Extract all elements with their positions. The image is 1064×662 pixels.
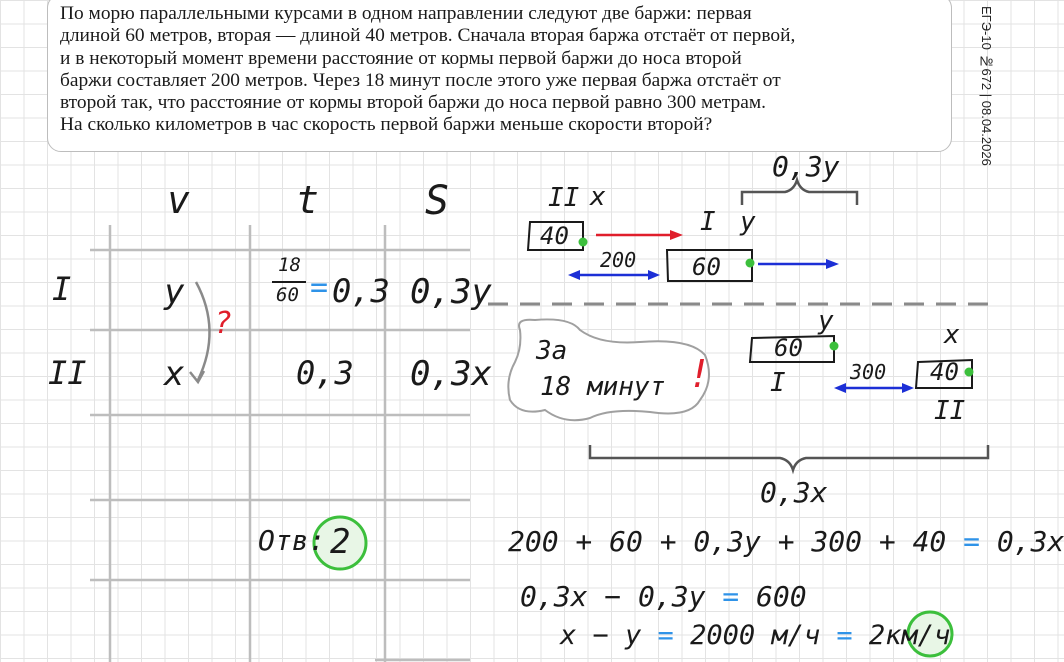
note-cloud: [508, 319, 709, 420]
equation-3-equals-2: =: [836, 620, 853, 651]
equation-2-equals: =: [722, 580, 740, 613]
equation-3-answer: 2км/ч: [868, 620, 951, 651]
answer-label: Отв:: [258, 524, 326, 557]
problem-line: длиной 60 метров, вторая — длиной 40 метров. Сначала вторая баржа отстаёт от первой,: [60, 25, 796, 47]
brace-top: [742, 180, 857, 205]
note-line-1: За: [536, 336, 568, 366]
after-barge-ii-label: II: [934, 396, 966, 426]
equation-1: [508, 525, 1064, 558]
row-ii-distance: 0,3x: [410, 354, 492, 394]
after-barge-ii-length: 40: [930, 358, 959, 386]
header-t: t: [296, 178, 319, 222]
row-label-ii: II: [48, 354, 87, 392]
row-i-time-eq: =: [310, 270, 329, 305]
gap-300-label: 300: [850, 360, 887, 384]
equation-3-equals: =: [657, 620, 674, 651]
gap-200-label: 200: [600, 248, 637, 272]
problem-line: По морю параллельными курсами в одном направлении следуют две баржи: первая: [60, 3, 752, 24]
row-i-distance: 0,3y: [410, 272, 492, 312]
equation-3: [560, 620, 950, 651]
barge-i-length: 60: [692, 253, 721, 281]
equation-2: [520, 580, 807, 613]
equation-3-mid: 2000 м/ч: [690, 620, 821, 651]
after-barge-i-length: 60: [774, 334, 803, 362]
barge-i-speed: y: [740, 207, 756, 237]
brace-top-label: 0,3y: [772, 150, 840, 183]
row-i-time: 0,3: [332, 272, 390, 310]
brace-bottom: [590, 445, 988, 470]
after-barge-ii-speed: x: [944, 320, 960, 350]
row-ii-time: 0,3: [296, 354, 354, 392]
problem-line: второй так, что расстояние от кормы второй баржи до носа первой равно 300 метрам.: [60, 92, 766, 114]
row-i-time-den: 60: [276, 284, 299, 306]
after-barge-i-label: I: [770, 368, 786, 398]
row-ii-speed: x: [164, 354, 185, 394]
barge-i-label: I: [700, 207, 716, 237]
note-exclamation: !: [688, 352, 711, 396]
note-line-2: 18 минут: [540, 372, 666, 402]
task-stamp: ЕГЭ-10 №672 | 08.04.2026: [979, 6, 994, 166]
row-label-i: I: [52, 270, 72, 308]
barge-ii-label: II: [548, 183, 580, 213]
equation-1-equals: =: [963, 525, 981, 558]
after-barge-i-speed: y: [818, 306, 834, 336]
problem-line: На сколько километров в час скорость первой баржи меньше скорости второй?: [60, 114, 713, 136]
equation-3-left: x − y: [560, 620, 642, 651]
row-i-time-num: 18: [278, 254, 301, 276]
row-i-speed: y: [164, 272, 185, 312]
problem-line: и в некоторый момент времени расстояние от кормы первой баржи до носа второй: [60, 47, 742, 69]
equation-2-right: 600: [756, 580, 807, 613]
equation-2-left: 0,3x − 0,3y: [520, 580, 706, 613]
barge-ii-speed: x: [590, 182, 606, 212]
equation-1-left: 200 + 60 + 0,3y + 300 + 40: [508, 525, 947, 558]
header-v: v: [167, 178, 190, 222]
brace-bottom-label: 0,3x: [760, 476, 828, 509]
answer-value: 2: [330, 522, 351, 562]
header-s: S: [425, 178, 450, 224]
question-mark: ?: [214, 306, 233, 341]
equation-1-right: 0,3x: [996, 525, 1064, 558]
barge-ii-length: 40: [540, 222, 569, 250]
problem-line: баржи составляет 200 метров. Через 18 минут после этого уже первая баржа отстаёт от: [60, 69, 781, 91]
